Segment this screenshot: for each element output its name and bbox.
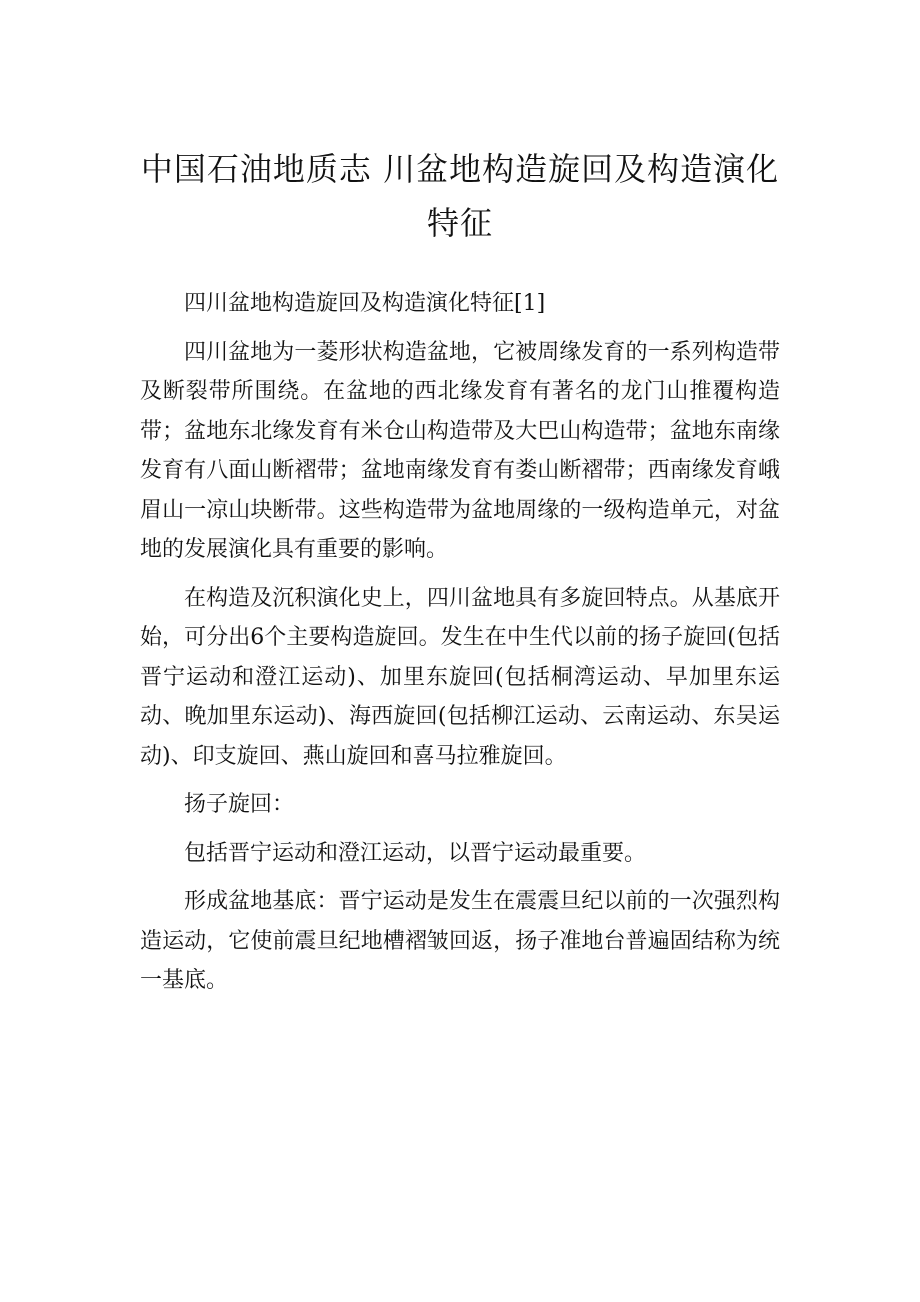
paragraph-heading: 四川盆地构造旋回及构造演化特征[1]: [184, 291, 546, 316]
paragraph: 包括晋宁运动和澄江运动，以晋宁运动最重要。: [184, 840, 647, 866]
paragraph: 在构造及沉积演化史上，四川盆地具有多旋回特点。从基底开始，可分出6个主要构造旋回。发生在中生代以前的扬子旋回(包括晋宁运动和澄江运动)、加里东旋回(包括桐湾运动、早加里东运动、晚加里东运动)、海西旋回(包括柳江运动、云南运动、东吴运动)、印支旋回、燕山旋回和喜马拉雅旋回。: [140, 585, 780, 769]
paragraph: 四川盆地为一菱形状构造盆地，它被周缘发育的一系列构造带及断裂带所围绕。在盆地的西北缘发育有著名的龙门山推覆构造带；盆地东北缘发育有米仓山构造带及大巴山构造带；盆地东南缘发育有八面山断褶带；盆地南缘发育有娄山断褶带；西南缘发育峨眉山一凉山块断带。这些构造带为盆地周缘的一级构造单元，对盆地的发展演化具有重要的影响。: [140, 339, 780, 562]
paragraph: 形成盆地基底：晋宁运动是发生在震震旦纪以前的一次强烈构造运动，它使前震旦纪地槽褶皱回返，扬子准地台普遍固结称为统一基底。: [140, 889, 780, 993]
paragraph: 扬子旋回：: [184, 792, 295, 817]
document-body: [140, 284, 780, 1010]
document-title: 中国石油地质志 川盆地构造旋回及构造演化特征: [140, 150, 780, 242]
